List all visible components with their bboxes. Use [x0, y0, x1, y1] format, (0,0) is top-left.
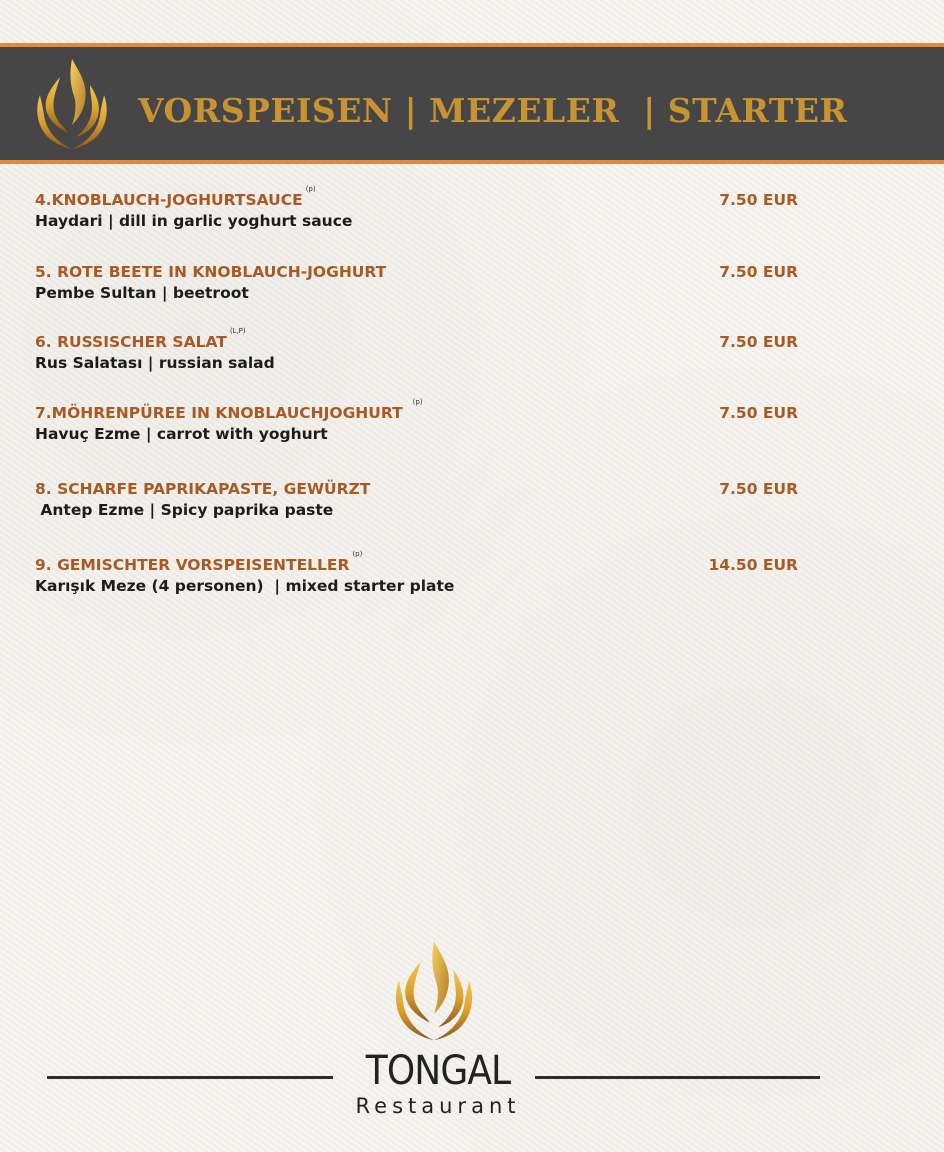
item-name: 8. SCHARFE PAPRIKAPASTE, GEWÜRZT [35, 480, 371, 498]
brand-name: TONGAL [365, 1048, 511, 1094]
item-note: (L,P) [229, 327, 246, 335]
item-name: 7.MÖHRENPÜREE IN KNOBLAUCHJOGHURT [35, 404, 403, 422]
footer-divider-left [47, 1076, 333, 1079]
item-description: Rus Salatası | russian salad [35, 354, 275, 372]
brand-subtitle: Restaurant [355, 1094, 521, 1118]
item-description: Havuç Ezme | carrot with yoghurt [35, 425, 328, 443]
item-price: 7.50 EUR [719, 404, 798, 422]
item-name: 4.KNOBLAUCH-JOGHURTSAUCE [35, 191, 303, 209]
item-note: (p) [352, 550, 363, 558]
item-description: Antep Ezme | Spicy paprika paste [35, 501, 334, 519]
item-description: Pembe Sultan | beetroot [35, 284, 249, 302]
flame-icon [30, 55, 114, 155]
item-description: Haydari | dill in garlic yoghurt sauce [35, 212, 353, 230]
item-name: 5. ROTE BEETE IN KNOBLAUCH-JOGHURT [35, 263, 387, 281]
item-note: (p) [305, 185, 316, 193]
item-price: 7.50 EUR [719, 191, 798, 209]
item-price: 7.50 EUR [719, 263, 798, 281]
header-banner [0, 43, 944, 164]
item-price: 7.50 EUR [719, 480, 798, 498]
footer-divider-right [535, 1076, 820, 1079]
page-title: VORSPEISEN | MEZELER | STARTER [138, 91, 848, 130]
item-name: 6. RUSSISCHER SALAT [35, 333, 227, 351]
flame-icon [388, 936, 480, 1048]
item-price: 14.50 EUR [708, 556, 798, 574]
item-name: 9. GEMISCHTER VORSPEISENTELLER [35, 556, 350, 574]
item-description: Karışık Meze (4 personen) | mixed starter plate [35, 577, 455, 595]
item-price: 7.50 EUR [719, 333, 798, 351]
item-note: (p) [412, 398, 423, 406]
